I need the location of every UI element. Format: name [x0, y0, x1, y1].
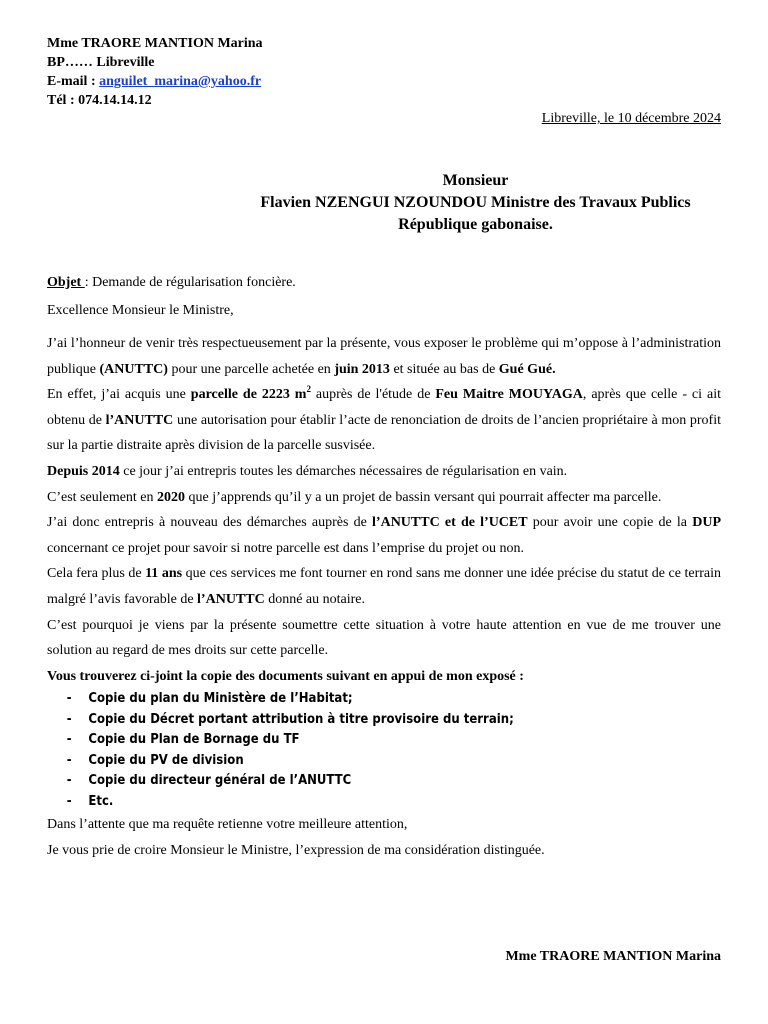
paragraph-3: Depuis 2014 ce jour j’ai entrepris toutes les démarches nécessaires de régularisation en vain.	[47, 463, 568, 479]
list-item: - Copie du Plan de Bornage du TF	[66, 732, 300, 748]
attachments-intro: Vous trouverez ci-joint la copie des documents suivant en appui de mon exposé :	[47, 668, 524, 684]
list-item: - Copie du Décret portant attribution à titre provisoire du terrain;	[66, 711, 514, 727]
recipient-title: Monsieur	[442, 172, 509, 189]
subject-text: : Demande de régularisation foncière.	[84, 275, 296, 290]
paragraph-2: En effet, j’ai acquis une parcelle de 2223 $m^2$ auprès de l'étude de Feu Maitre MOUYAGA, après que celle - ci ait obtenu de l’ANUTTC une autorisation pour établir l’acte de renonciation de droits de l’ancien propriétaire à mon profit sur la partie distraite après division de la parcelle susvisée.	[47, 384, 721, 454]
recipient-name: Flavien NZENGUI NZOUNDOU Ministre des Travaux Publics	[260, 194, 691, 211]
salutation: Excellence Monsieur le Ministre,	[47, 303, 234, 318]
recipient-country: République gabonaise.	[398, 216, 553, 233]
subject-label: Objet	[47, 275, 85, 290]
attachments-list	[47, 689, 721, 812]
letter-date: Libreville, le 10 décembre 2024	[541, 111, 721, 126]
paragraph-4: C’est seulement en 2020 que j’apprends qu’il y a un projet de bassin versant qui pourrait affecter ma parcelle.	[47, 489, 662, 505]
list-item: - Copie du PV de division	[66, 752, 244, 768]
closing-line-2: Je vous prie de croire Monsieur le Ministre, l’expression de ma considération distinguée.	[47, 842, 545, 858]
signature: Mme TRAORE MANTION Marina	[505, 949, 721, 964]
email-link[interactable]: anguilet_marina@yahoo.fr	[99, 74, 262, 89]
letter-body	[47, 331, 721, 689]
recipient-block	[230, 170, 721, 236]
sender-address: BP…… Libreville	[47, 55, 155, 70]
paragraph-1: J’ai l’honneur de venir très respectueusement par la présente, vous exposer le problème qui m’oppose à l’administration publique (ANUTTC) pour une parcelle achetée en juin 2013 et située au bas de Gué Gué.	[47, 336, 721, 377]
closing-line-1: Dans l’attente que ma requête retienne votre meilleure attention,	[47, 817, 408, 833]
sender-email-line	[47, 72, 263, 91]
paragraph-6: Cela fera plus de 11 ans que ces services me font tourner en rond sans me donner une idée précise du statut de ce terrain malgré l’avis favorable de l’ANUTTC donné au notaire.	[47, 566, 722, 607]
paragraph-7: C’est pourquoi je viens par la présente soumettre cette situation à votre haute attention en vue de me trouver une solution au regard de mes droits sur cette parcelle.	[47, 617, 721, 659]
sender-block	[47, 34, 263, 110]
list-item: - Etc.	[66, 793, 114, 809]
list-item: - Copie du plan du Ministère de l’Habitat;	[66, 691, 353, 707]
sender-name: Mme TRAORE MANTION Marina	[47, 36, 263, 51]
email-label: E-mail :	[47, 74, 100, 89]
closing-block	[47, 812, 721, 863]
letter-content	[47, 275, 721, 863]
sender-phone: Tél : 074.14.14.12	[47, 93, 152, 108]
subject-line	[47, 275, 721, 291]
paragraph-5: J’ai donc entrepris à nouveau des démarches auprès de l’ANUTTC et de l’UCET pour avoir une copie de la DUP concernant ce projet pour savoir si notre parcelle est dans l’emprise du projet ou non.	[47, 515, 721, 556]
list-item: - Copie du directeur général de l’ANUTTC	[66, 773, 352, 789]
